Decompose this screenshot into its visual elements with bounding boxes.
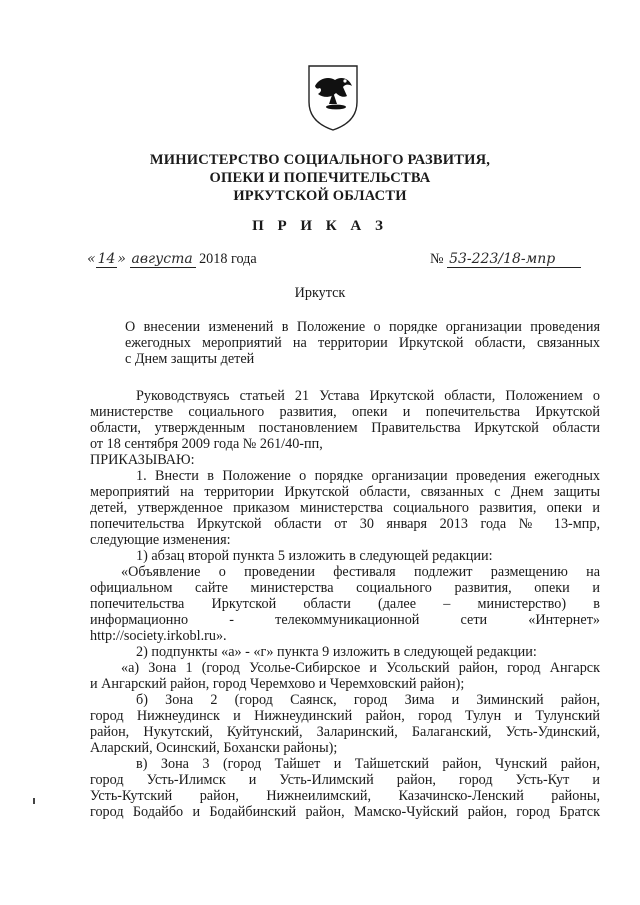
order-date bbox=[87, 251, 257, 268]
quote-line-1: «Объявление о проведении фестиваля подлежит размещению на bbox=[121, 564, 600, 580]
item-1-line-1: 1. Внести в Положение о порядке организации проведения ежегодных bbox=[136, 468, 600, 484]
ministry-name-line-3: ИРКУТСКОЙ ОБЛАСТИ bbox=[233, 188, 407, 204]
order-number bbox=[430, 251, 581, 268]
number-value: 53-223/18-мпр bbox=[447, 251, 581, 268]
preamble-line-2: министерстве социального развития, опеки и попечительства Иркутской bbox=[90, 404, 600, 420]
subject-line-2: ежегодных мероприятий на территории Иркутской области, связанных bbox=[125, 335, 600, 351]
preamble-line-4: от 18 сентября 2009 года № 261/40-пп, bbox=[90, 436, 323, 452]
city: Иркутск bbox=[294, 285, 346, 301]
date-year: 2018 года bbox=[199, 251, 257, 267]
subject-line-3: с Днем защиты детей bbox=[125, 351, 255, 367]
zone-b-line-4: Аларский, Осинский, Бохански районы); bbox=[90, 740, 338, 756]
item-1-line-5: следующие изменения: bbox=[90, 532, 231, 548]
document-type-title: П Р И К А З bbox=[252, 218, 388, 234]
subitem-1: 1) абзац второй пункта 5 изложить в следующей редакции: bbox=[136, 548, 493, 564]
preamble-line-3: области, утвержденным постановлением Правительства Иркутской области bbox=[90, 420, 600, 436]
margin-tick-mark bbox=[33, 798, 35, 804]
date-month: августа bbox=[130, 251, 196, 268]
order-word: ПРИКАЗЫВАЮ: bbox=[90, 452, 195, 468]
date-open-quote: « bbox=[87, 251, 96, 267]
quote-line-5: http://society.irkobl.ru». bbox=[90, 628, 227, 644]
zone-c-line-4: город Бодайбо и Бодайбинский район, Мамско-Чуйский район, город Братск bbox=[90, 804, 600, 820]
zone-a-line-2: и Ангарский район, город Черемхово и Черемховский район); bbox=[90, 676, 465, 692]
date-close-quote: » bbox=[117, 251, 126, 267]
subject-line-1: О внесении изменений в Положение о порядке организации проведения bbox=[125, 319, 600, 335]
zone-b-line-3: район, Нукутский, Куйтунский, Заларинский, Балаганский, Усть-Удинский, bbox=[90, 724, 600, 740]
ministry-name-line-1: МИНИСТЕРСТВО СОЦИАЛЬНОГО РАЗВИТИЯ, bbox=[149, 152, 491, 168]
zone-c-line-2: город Усть-Илимск и Усть-Илимский район, город Усть-Кут и bbox=[90, 772, 600, 788]
item-1-line-3: детей, утвержденное приказом министерства социального развития, опеки и bbox=[90, 500, 600, 516]
zone-b-line-1: б) Зона 2 (город Саянск, город Зима и Зиминский район, bbox=[136, 692, 600, 708]
item-1-line-2: мероприятий на территории Иркутской области, связанных с Днем защиты bbox=[90, 484, 600, 500]
quote-line-3: попечительства Иркутской области (далее – министерство) в bbox=[90, 596, 600, 612]
zone-b-line-2: город Нижнеудинск и Нижнеудинский район, город Тулун и Тулунский bbox=[90, 708, 600, 724]
subitem-2: 2) подпункты «а» - «г» пункта 9 изложить в следующей редакции: bbox=[136, 644, 537, 660]
preamble-line-1: Руководствуясь статьей 21 Устава Иркутской области, Положением о bbox=[136, 388, 600, 404]
zone-c-line-3: Усть-Кутский район, Нижнеилимский, Казачинско-Ленский районы, bbox=[90, 788, 600, 804]
zone-c-line-1: в) Зона 3 (город Тайшет и Тайшетский район, Чунский район, bbox=[136, 756, 600, 772]
item-1-line-4: попечительства Иркутской области от 30 января 2013 года № 13-мпр, bbox=[90, 516, 600, 532]
ministry-name-line-2: ОПЕКИ И ПОПЕЧИТЕЛЬСТВА bbox=[209, 170, 431, 186]
number-sign: № bbox=[430, 251, 444, 267]
date-day: 14 bbox=[97, 251, 116, 267]
quote-line-4: информационно - телекоммуникационной сети «Интернет» bbox=[90, 612, 600, 628]
quote-line-2: официальном сайте министерства социального развития, опеки и bbox=[90, 580, 600, 596]
coat-of-arms-icon bbox=[303, 62, 363, 132]
zone-a-line-1: «а) Зона 1 (город Усолье-Сибирское и Усольский район, город Ангарск bbox=[121, 660, 600, 676]
